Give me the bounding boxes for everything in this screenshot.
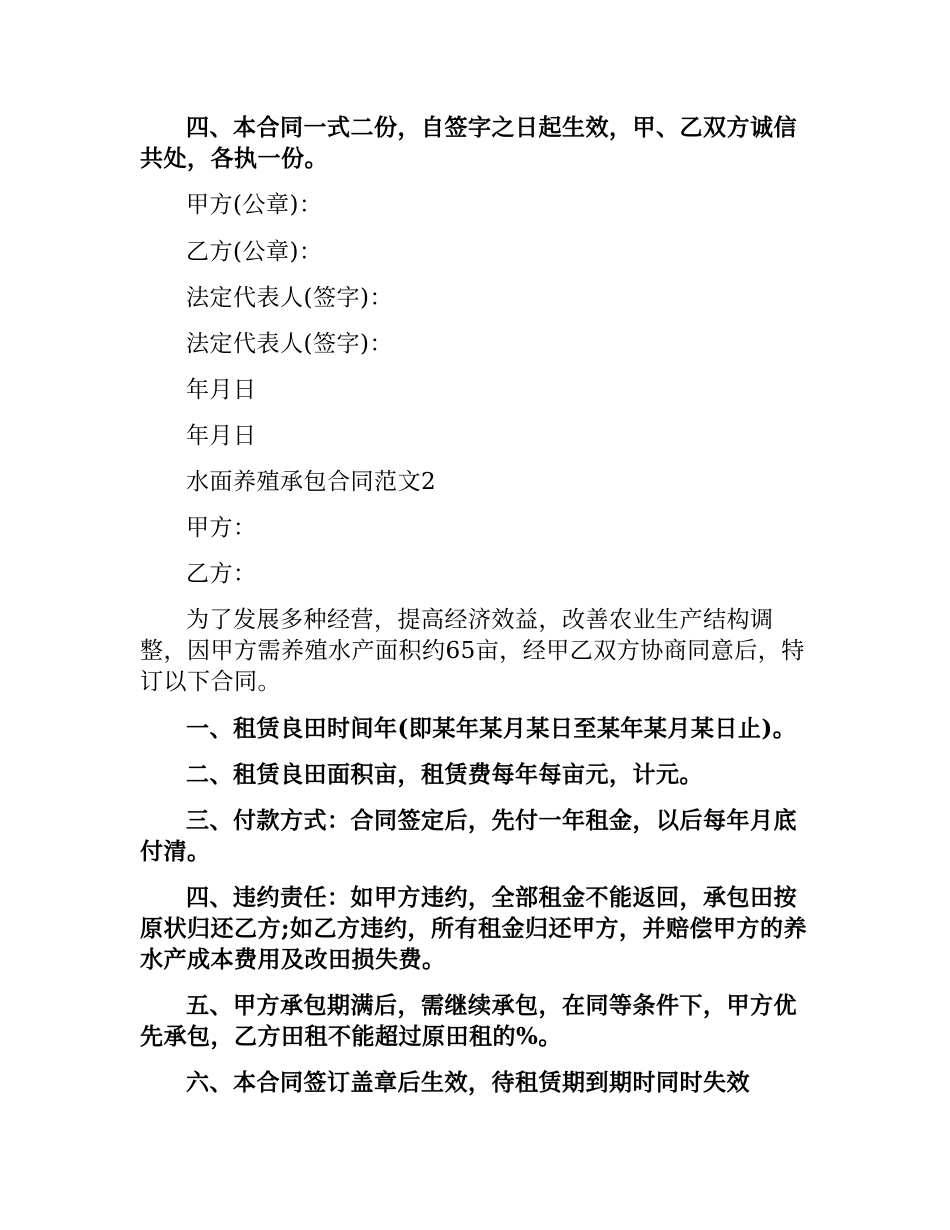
legal-rep-signature-line-1: 法定代表人(签字)：	[186, 285, 393, 311]
date-line-1: 年月日	[186, 377, 257, 403]
document-page	[140, 112, 812, 1098]
preamble-paragraph: 为了发展多种经营，提高经济效益，改善农业生产结构调整，因甲方需养殖水产面积约65亩，经甲乙双方协商同意后，特订以下合同。	[140, 607, 805, 695]
clause-five-renewal: 五、甲方承包期满后，需继续承包，在同等条件下，甲方优先承包，乙方田租不能超过原田租的%。	[140, 992, 797, 1050]
party-b-seal-line: 乙方(公章)：	[186, 239, 323, 265]
clause-four-breach: 四、违约责任：如甲方违约，全部租金不能返回，承包田按原状归还乙方;如乙方违约，所有租金归还甲方，并赔偿甲方的养水产成本费用及改田损失费。	[140, 884, 807, 973]
date-line-2: 年月日	[186, 423, 257, 449]
party-a-seal-line: 甲方(公章)：	[186, 192, 323, 218]
clause-four-copies: 四、本合同一式二份，自签字之日起生效，甲、乙双方诚信共处，各执一份。	[140, 114, 797, 172]
clause-three-payment: 三、付款方式：合同签定后，先付一年租金，以后每年月底付清。	[140, 807, 797, 865]
legal-rep-signature-line-2: 法定代表人(签字)：	[186, 331, 393, 357]
clause-two-lease-area: 二、租赁良田面积亩，租赁费每年每亩元，计元。	[186, 761, 703, 788]
clause-one-lease-term: 一、租赁良田时间年(即某年某月某日至某年某月某日止)。	[186, 715, 797, 742]
section-title: 水面养殖承包合同范文2	[186, 469, 437, 495]
party-b-line: 乙方：	[186, 561, 257, 587]
party-a-line: 甲方：	[186, 515, 257, 541]
clause-six-effective: 六、本合同签订盖章后生效，待租赁期到期时同时失效	[186, 1069, 750, 1096]
